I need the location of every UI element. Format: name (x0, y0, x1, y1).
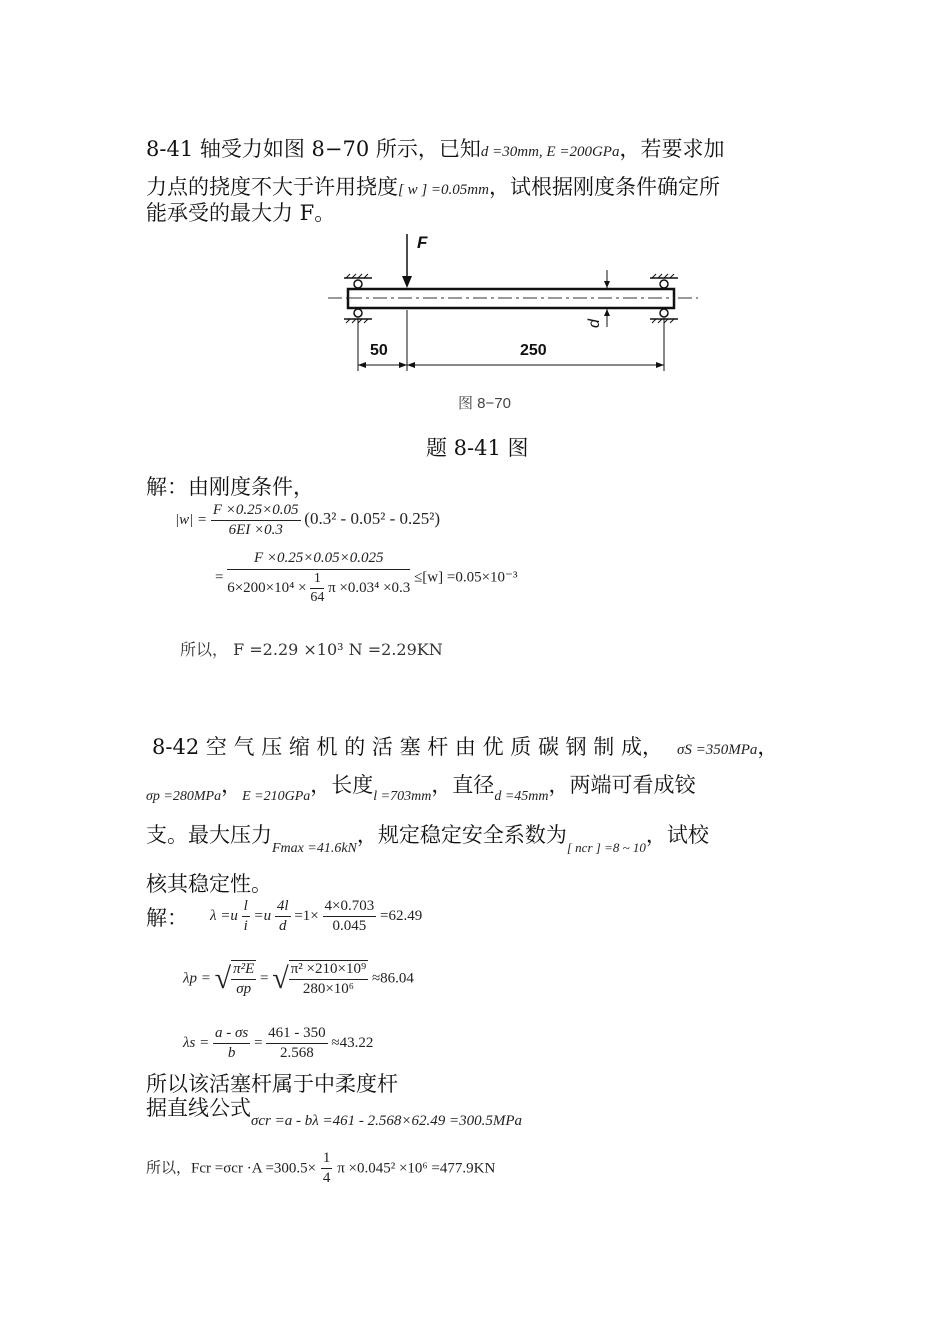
p42-formula-line (146, 1096, 522, 1133)
sqrt-icon-2: √ (272, 962, 289, 995)
dim-left-label: 50 (370, 342, 388, 359)
p42-diameter: d =45mm (494, 789, 549, 804)
p42-formula-math: σcr =a - bλ =461 - 2.568×62.49 =300.5MPa (251, 1113, 523, 1129)
p42-line3 (146, 823, 709, 861)
p41-line1-math: d =30mm, E =200GPa (480, 144, 620, 160)
p42-line4: 核其稳定性。 (146, 872, 272, 896)
final-f-num: 1 (321, 1150, 333, 1169)
eq1-lhs: |w| = (175, 511, 208, 528)
p41-line2-math: [ w ] =0.05mm (398, 182, 489, 198)
p41-result: 所以， F =2.29 ×10³ N =2.29KN (180, 640, 443, 659)
lam-f1-den: i (243, 918, 248, 934)
p42-line1-text: 8-42 空 气 压 缩 机 的 活 塞 杆 由 优 质 碳 钢 制 成， (152, 735, 663, 759)
force-label: F (417, 233, 428, 252)
p41-line2-text: 力点的挠度不大于许用挠度 (146, 175, 398, 199)
p42-line1 (152, 735, 778, 762)
p42-lambda-p-eq (183, 960, 414, 998)
lam-c: =1× (294, 907, 319, 924)
lams-a: λs = (183, 1034, 210, 1051)
dim-right-label: 250 (520, 342, 547, 359)
lam-f1-num: l (242, 898, 250, 917)
p42-E: E =210GPa (242, 789, 311, 804)
p41-line3: 能承受的最大力 F。 (146, 201, 336, 225)
p42-line1-comma: ， (757, 735, 779, 759)
lamp-f2-den: 280×10⁶ (302, 981, 355, 997)
lamp-f1-num: π²E (231, 961, 256, 980)
p41-figure-title: 题 8-41 图 (426, 436, 529, 460)
eq1-fraction (211, 502, 301, 539)
p42-final (146, 1150, 495, 1187)
p42-sigma-p: σp =280MPa (146, 789, 222, 804)
p41-line1-text-b: ，若要求加 (619, 137, 725, 161)
p41-line2 (146, 175, 720, 202)
lamp-frac2 (289, 960, 368, 998)
lams-f1-den: b (227, 1045, 236, 1061)
eq2-eq: = (215, 569, 224, 586)
eq1-num: F ×0.25×0.05 (211, 502, 301, 521)
lams-frac2 (266, 1025, 328, 1062)
lams-c: ≈43.22 (331, 1034, 374, 1051)
dimension-lines (358, 310, 664, 371)
force-arrow (402, 234, 412, 288)
eq2-den-b: π ×0.03⁴ ×0.3 (328, 579, 411, 596)
lamp-c: ≈86.04 (371, 970, 414, 987)
p42-line2-c1: ， (221, 773, 243, 797)
final-f-den: 4 (322, 1170, 331, 1186)
p42-formula-label: 据直线公式 (146, 1096, 251, 1120)
p41-equation-2 (215, 550, 517, 606)
eq2-den-frac-num: 1 (310, 571, 324, 589)
eq2-den (227, 570, 410, 606)
p42-line2-c2: ，长度 (310, 773, 374, 797)
p42-line2-c4: ，两端可看成铰 (548, 773, 696, 797)
p41-solution-label: 解：由刚度条件， (146, 475, 314, 499)
eq1-den: 6EI ×0.3 (228, 522, 283, 538)
eq2-rhs: ≤[w] =0.05×10⁻³ (414, 569, 518, 586)
p42-lambda-eq (210, 898, 422, 935)
p42-solution-label: 解： (146, 906, 188, 930)
lam-f2-den: d (279, 918, 287, 934)
p42-fmax: Fmax =41.6kN (272, 841, 357, 856)
eq2-den-a: 6×200×10⁴ × (227, 579, 307, 596)
lams-f2-num: 461 - 350 (266, 1025, 328, 1044)
final-a: 所以，Fcr =σcr ·A =300.5× (146, 1160, 317, 1177)
sqrt-icon: √ (214, 962, 232, 995)
final-b: π ×0.045² ×10⁶ =477.9KN (337, 1160, 496, 1177)
p42-line3-text-c: ，试校 (645, 823, 709, 847)
lamp-a: λp = (183, 970, 211, 987)
eq2-den-frac (310, 571, 324, 606)
figure-caption: 图 8−70 (458, 395, 511, 412)
eq2-fraction (227, 550, 410, 606)
lam-f3-num: 4×0.703 (323, 898, 377, 917)
lam-f2-num: 4l (275, 898, 291, 917)
eq1-paren: (0.3² - 0.05² - 0.25²) (304, 508, 440, 528)
lams-f1-num: a - σs (213, 1025, 250, 1044)
lam-frac1 (242, 898, 250, 935)
diameter-label: d (586, 319, 603, 328)
p41-equation-1 (175, 502, 440, 539)
eq2-num: F ×0.25×0.05×0.025 (227, 550, 410, 570)
eq2-den-frac-den: 64 (310, 590, 325, 605)
p42-line2-c3: ，直径 (431, 773, 495, 797)
lam-frac3 (323, 898, 377, 935)
p42-line2 (146, 773, 695, 809)
p41-line1 (146, 137, 724, 164)
p42-length: l =703mm (373, 789, 432, 804)
lamp-f2-num: π² ×210×10⁹ (289, 961, 368, 980)
lam-f3-den: 0.045 (332, 918, 367, 934)
lam-a: λ =u (210, 907, 238, 924)
lam-d: =62.49 (379, 907, 423, 924)
p42-lambda-s-eq (183, 1025, 373, 1062)
figure-8-70 (320, 228, 710, 428)
lam-b: =u (253, 907, 272, 924)
p42-line3-text-b: ，规定稳定安全系数为 (356, 823, 567, 847)
p42-ncr: [ ncr ] =8 ~ 10 (566, 840, 646, 855)
lams-b: = (253, 1034, 263, 1051)
lamp-b: = (260, 970, 269, 987)
lams-frac1 (213, 1025, 250, 1062)
lamp-f1-den: σp (236, 981, 252, 997)
p41-line1-text: 8-41 轴受力如图 8−70 所示，已知 (146, 137, 481, 161)
p42-line3-text: 支。最大压力 (146, 823, 272, 847)
lams-f2-den: 2.568 (280, 1045, 314, 1061)
lam-frac2 (275, 898, 291, 935)
final-frac (321, 1150, 333, 1187)
p42-line1-math: σS =350MPa (676, 742, 758, 758)
p41-line2-text-b: ，试根据刚度条件确定所 (488, 175, 720, 199)
lamp-frac1 (231, 960, 256, 998)
p42-conclusion: 所以该活塞杆属于中柔度杆 (146, 1072, 398, 1096)
